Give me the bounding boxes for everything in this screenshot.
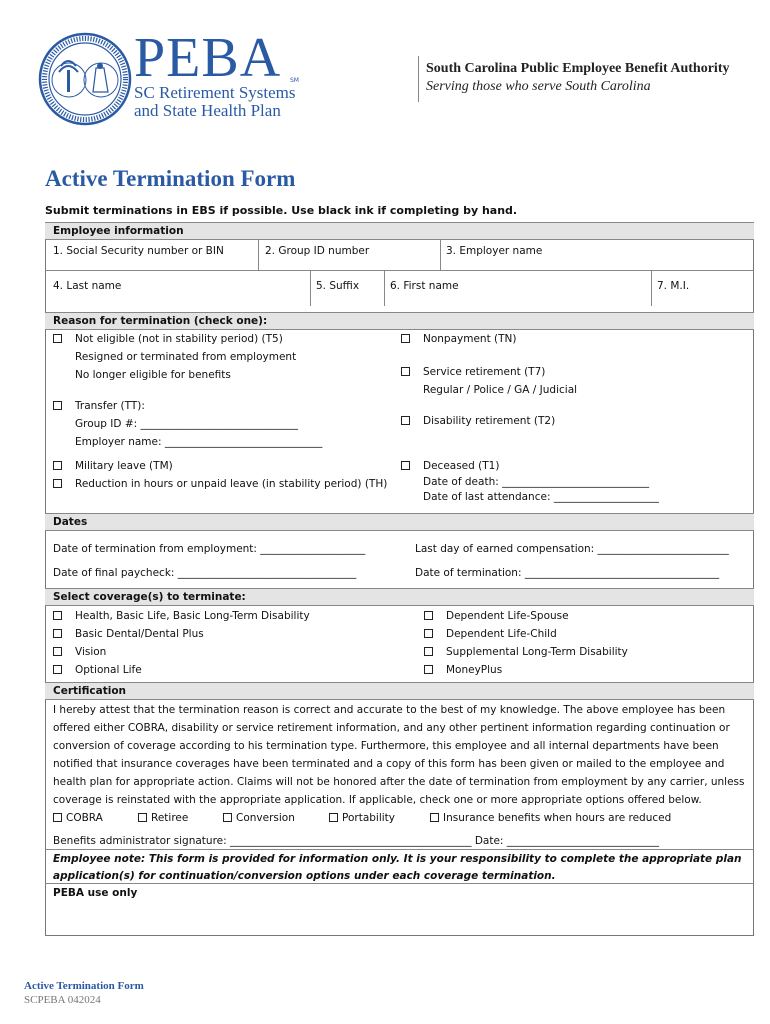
peba-use-only: PEBA use only — [53, 887, 138, 899]
reduction-hours-label: Reduction in hours or unpaid leave (in stability period) (TH) — [75, 478, 388, 490]
coverage-checkbox[interactable] — [424, 665, 433, 674]
group-id-field[interactable]: 2. Group ID number — [265, 245, 370, 257]
termination-employment-date-field[interactable]: Date of termination from employment: ____________________ — [53, 543, 366, 555]
deceased-checkbox[interactable] — [401, 461, 410, 470]
employer-name-field[interactable]: 3. Employer name — [446, 245, 543, 257]
service-retirement-types: Regular / Police / GA / Judicial — [423, 384, 578, 396]
row-divider — [45, 270, 754, 271]
suffix-field[interactable]: 5. Suffix — [316, 280, 360, 292]
date-last-attendance-field[interactable]: Date of last attendance: ____________________ — [423, 491, 659, 503]
resigned-label: Resigned or terminated from employment — [75, 351, 297, 363]
coverage-checkbox[interactable] — [424, 611, 433, 620]
portability-label: Portability — [342, 812, 395, 824]
ssn-field[interactable]: 1. Social Security number or BIN — [53, 245, 224, 257]
military-leave-checkbox[interactable] — [53, 461, 62, 470]
transfer-checkbox[interactable] — [53, 401, 62, 410]
employee-note: Employee note: This form is provided for information only. It is your responsibility to complete the appropriate plan application(s) for continuation/conversion options under each coverage termination. — [53, 853, 742, 882]
hours-reduced-label: Insurance benefits when hours are reduced — [443, 812, 672, 824]
first-name-field[interactable]: 6. First name — [390, 280, 459, 292]
section-employee-information: Employee information — [45, 222, 754, 240]
section-reason: Reason for termination (check one): — [45, 312, 754, 330]
middle-initial-field[interactable]: 7. M.I. — [657, 280, 690, 292]
deceased-label: Deceased (T1) — [423, 460, 500, 472]
retiree-label: Retiree — [151, 812, 189, 824]
cell-divider — [440, 240, 441, 270]
coverage-dependent-spouse-label: Dependent Life-Spouse — [446, 610, 569, 622]
logo-subtitle: SC Retirement Systems and State Health Plan — [134, 83, 296, 120]
coverage-optional-life-label: Optional Life — [75, 664, 142, 676]
cell-divider — [651, 270, 652, 306]
section-certification: Certification — [45, 682, 754, 700]
cobra-checkbox[interactable] — [53, 813, 62, 822]
logo-service-mark: SM — [290, 77, 299, 84]
cell-divider — [258, 240, 259, 270]
state-seal-icon — [38, 32, 132, 126]
coverage-checkbox[interactable] — [424, 629, 433, 638]
coverage-moneyplus-label: MoneyPlus — [446, 664, 503, 676]
organization-name: South Carolina Public Employee Benefit Authority — [426, 61, 730, 76]
service-retirement-label: Service retirement (T7) — [423, 366, 546, 378]
disability-retirement-checkbox[interactable] — [401, 416, 410, 425]
coverage-vision-label: Vision — [75, 646, 107, 658]
form-title: Active Termination Form — [45, 166, 296, 191]
disability-retirement-label: Disability retirement (T2) — [423, 415, 556, 427]
retiree-checkbox[interactable] — [138, 813, 147, 822]
section-coverage: Select coverage(s) to terminate: — [45, 588, 754, 606]
nonpayment-checkbox[interactable] — [401, 334, 410, 343]
service-retirement-checkbox[interactable] — [401, 367, 410, 376]
coverage-dental-label: Basic Dental/Dental Plus — [75, 628, 204, 640]
transfer-label: Transfer (TT): — [75, 400, 145, 412]
transfer-group-id-field[interactable]: Group ID #: ______________________________ — [75, 418, 298, 430]
section-dates: Dates — [45, 513, 754, 531]
conversion-checkbox[interactable] — [223, 813, 232, 822]
date-of-death-field[interactable]: Date of death: ____________________________ — [423, 476, 650, 488]
transfer-employer-field[interactable]: Employer name: ______________________________ — [75, 436, 323, 448]
form-instructions: Submit terminations in EBS if possible. Use black ink if completing by hand. — [45, 204, 518, 217]
logo-wordmark: PEBA — [134, 27, 282, 89]
coverage-checkbox[interactable] — [424, 647, 433, 656]
nonpayment-label: Nonpayment (TN) — [423, 333, 517, 345]
coverage-checkbox[interactable] — [53, 665, 62, 674]
row-divider — [45, 883, 754, 884]
signature-date-field[interactable]: Benefits administrator signature: ______________________________________________ Date: _____________________________ — [53, 835, 660, 847]
military-leave-label: Military leave (TM) — [75, 460, 173, 472]
coverage-dependent-child-label: Dependent Life-Child — [446, 628, 557, 640]
header-divider — [418, 56, 419, 102]
reduction-hours-checkbox[interactable] — [53, 479, 62, 488]
coverage-checkbox[interactable] — [53, 629, 62, 638]
last-day-compensation-field[interactable]: Last day of earned compensation: _________________________ — [415, 543, 729, 555]
no-longer-eligible-label: No longer eligible for benefits — [75, 369, 231, 381]
footer-form-code: SCPEBA 042024 — [24, 994, 101, 1006]
portability-checkbox[interactable] — [329, 813, 338, 822]
last-name-field[interactable]: 4. Last name — [53, 280, 122, 292]
final-paycheck-date-field[interactable]: Date of final paycheck: __________________________________ — [53, 567, 357, 579]
not-eligible-checkbox[interactable] — [53, 334, 62, 343]
hours-reduced-checkbox[interactable] — [430, 813, 439, 822]
conversion-label: Conversion — [236, 812, 295, 824]
coverage-checkbox[interactable] — [53, 611, 62, 620]
not-eligible-label: Not eligible (not in stability period) (T5) — [75, 333, 283, 345]
coverage-health-label: Health, Basic Life, Basic Long-Term Disability — [75, 610, 310, 622]
coverage-checkbox[interactable] — [53, 647, 62, 656]
termination-date-field[interactable]: Date of termination: _____________________________________ — [415, 567, 720, 579]
certification-text: I hereby attest that the termination reason is correct and accurate to the best of my knowledge. The above employee has been offered either COBRA, disability or service retirement information, and any other pertinent information regarding continuation or conversion of coverage according to his termination type. Furthermore, this employee and all internal departments have been notified that insurance coverages have been terminated and a copy of this form has been given or mailed to the employee and health plan for appropriate action. Claims will not be honored after the date of termination from employment by any carrier, unless coverage is reinstated with the appropriate application. If applicable, check one or more appropriate options offered below. — [53, 704, 745, 806]
coverage-supplemental-ltd-label: Supplemental Long-Term Disability — [446, 646, 628, 658]
organization-tagline: Serving those who serve South Carolina — [426, 79, 651, 94]
cobra-label: COBRA — [66, 812, 103, 824]
footer-form-title: Active Termination Form — [24, 980, 144, 992]
row-divider — [45, 849, 754, 850]
cell-divider — [384, 270, 385, 306]
cell-divider — [310, 270, 311, 306]
